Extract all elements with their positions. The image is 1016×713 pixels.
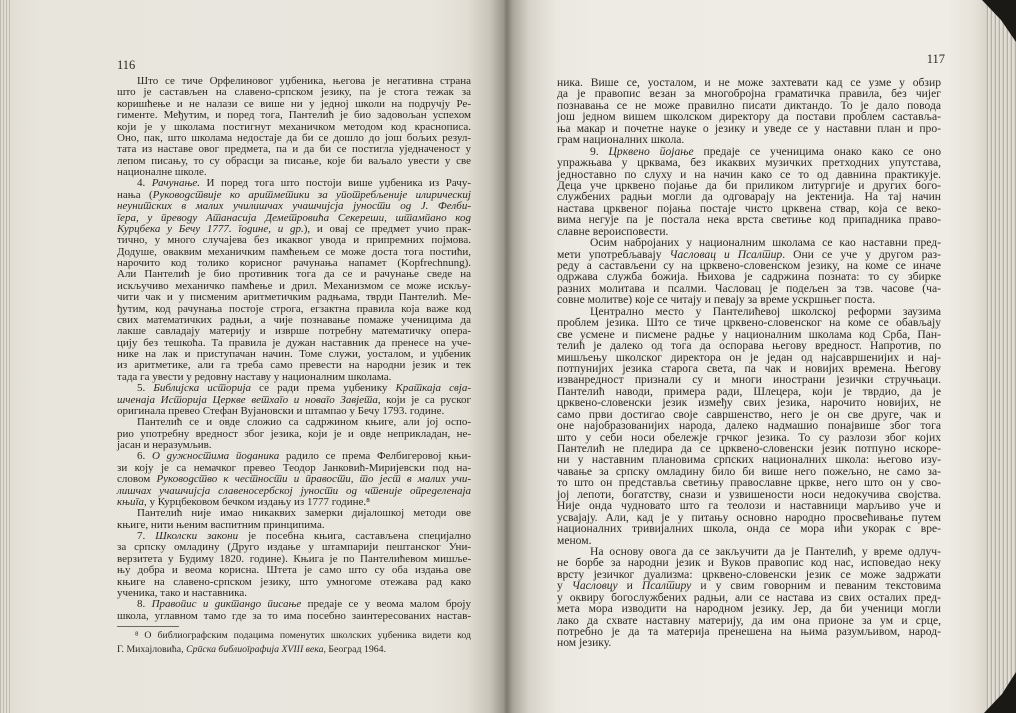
body-text-line: тично, у много случајева без икаквог увода и припремних појмова. (117, 234, 471, 247)
paragraph (117, 531, 471, 599)
italic-text-run: књига (117, 495, 145, 508)
italic-text-run: Часловац и Псалтир (669, 247, 783, 261)
body-text-line: да је правопис везан за многобројна граматичка правила, без чијег (557, 87, 941, 101)
italic-text-run: гера, у преводу Атанасија Деметровића Секереши, штампано код (117, 211, 471, 224)
body-text-line: за српску омладину (Друго издање у штампарији пештанског Уни- (117, 541, 471, 554)
body-text-line: изванредност признали су и многи инострани језички стручњаци. (557, 373, 941, 387)
body-text-line: националне школе. (117, 166, 207, 178)
italic-text-run: неунитских в малих училишчах учашчијсја јуности од Ј. Фелби- (117, 200, 471, 213)
page-number: 117 (926, 52, 945, 66)
text-run: словом (117, 473, 157, 486)
body-text-line: Осим набројаних у националним школама се као наставни пред- (590, 236, 941, 250)
body-text-line: ном језику. (557, 636, 612, 650)
right-page (507, 0, 1016, 713)
body-text-line: потпунијих језика старога света, па чак и новијих времена. Његову (557, 361, 941, 375)
body-text-line (557, 580, 941, 591)
body-text-line: Пантелић није имао никаквих замерки дијалошкој методи ове (137, 507, 471, 520)
text-run: и (617, 579, 642, 593)
footnote (117, 629, 471, 656)
body-text-line: ни у наставним плановима српских националних школа: његово изу- (557, 453, 941, 467)
paragraph (117, 508, 471, 531)
body-text-line: из аритметике, али га треба само превести на народни језик и тек (117, 359, 471, 372)
text-run: 8. (137, 598, 152, 611)
italic-text-run: Руководство к честности и правости, то јест в малих учи- (156, 473, 471, 486)
text-run: , Београд 1964. (323, 643, 387, 655)
italic-text-run: Псалтиру (641, 579, 692, 593)
body-text-line: На основу овога да се закључити да је Пантелић, у време одлуч- (590, 544, 941, 558)
body-text-line: усвајају. Али, кад је у питању основно народно просвећивање путем (557, 510, 941, 524)
italic-text-run: Школски закони (155, 530, 239, 542)
body-text-line: ученика, тако и наставника. (117, 586, 247, 599)
italic-text-run: лишчах учашчијсја славеносербској јуности од чтеније определенаја (117, 484, 471, 497)
body-text-line: јој лепоти, богатству, снази и узвишености носи недокучива својства. (557, 487, 941, 501)
body-text-line: вима негује па је постала нека врста светиње код припадника право- (557, 213, 941, 227)
body-text-line: тада га увести у редовну наставу у националним школама. (117, 370, 392, 383)
body-text-line: нике на лак и приступачан начин. Томе служи, уосталом, и уџбеник (117, 348, 471, 360)
body-text-line: књиге, нити њеним васпитним принципима. (117, 518, 325, 531)
body-text-line: меном. (557, 533, 592, 547)
text-run: , у Курцбековом бечком издању из 1777 године.⁸ (144, 495, 371, 508)
body-text-line: грам националних школа. (557, 133, 685, 147)
body-text-line: школа, углавном тамо где за то има посебно заинтересованих настав- (117, 609, 471, 622)
body-text-line: тата из наставе овог предмета, па и да би се постигла уједначеност у (117, 143, 471, 156)
text-run: , који је са руског (377, 393, 471, 406)
footnote-line: ⁸ О библиографским подацима поменутих школских уџбеника видети код (135, 630, 471, 641)
paragraph (557, 77, 941, 146)
body-text-line: славне вероисповести. (557, 224, 669, 238)
body-text-line: Централно место у Пантелићевој школској реформи заузима (590, 304, 941, 318)
italic-text-run: Часловцу (571, 579, 618, 593)
italic-text-run: Рачунање. (151, 177, 200, 190)
body-text-line: што је састављен на славено-српском језику, па је стога тежак за (117, 86, 471, 99)
text-run: је посебна књига, састављена специјално (238, 530, 472, 542)
body-text-line: Што се тиче Орфелиновог уџбеника, његова је негативна страна (137, 75, 471, 87)
body-text-line: службених радњи могли да одговарају на јектенија. На тај начин (557, 190, 941, 204)
page-number: 116 (117, 58, 136, 72)
body-text-line: Оно, пак, што школама недостаје да би се дошло до још бољих резул- (117, 131, 471, 144)
body-text-line: ђутим, код рачунања постоје строга, егзактна правила која важе код (117, 302, 471, 315)
text-run: . Они се уче у другом раз- (782, 247, 941, 261)
body-text-line: ника. Више се, уосталом, и не може захтевати кад се узме у обзир (557, 76, 941, 89)
text-run: и у свим говорним и певаним текстовима (691, 579, 941, 593)
text-run: 9. (590, 144, 609, 158)
paragraph (117, 178, 471, 383)
body-text-line: ња макар и почетне науке о језику и уведе се у наставни план и про- (557, 121, 941, 135)
body-text-line: Пантелић наводи, примера ради, Шлецера, који је тврдио, да је (557, 384, 941, 398)
body-text-line: верзитета у Будиму 1820. године). Књига је по Пантелићевом мишље- (117, 552, 471, 565)
body-text-line: врсту језичког дуализма: црквено-словенски језик се може задржати (557, 567, 941, 581)
body-text-line: мишљењу школског директора он је један од најсавршенијих и нај- (557, 350, 941, 364)
body-text-line: лако да схвате наставну материју, да им она прионе за ум и срце, (557, 613, 941, 627)
body-text-line: искључиво механичко памћење и дрил. Механизмом се може искљу- (117, 279, 471, 292)
paragraph (557, 237, 941, 306)
body-text-line: још једном вишем школском директору да постави проблем саставља- (557, 110, 941, 124)
paragraph (117, 629, 471, 656)
paragraph (557, 306, 941, 546)
text-run: Г. Михајловића, (117, 643, 187, 655)
body-text-line: одржава служба божија. Њихова је садржина позната: то су збирке (557, 270, 941, 284)
paragraph (117, 599, 471, 622)
body-text-line: настава црквеног појања постаје чисто црквена ствар, која се веко- (557, 201, 941, 215)
text-run: нања ( (117, 188, 153, 201)
paragraph (117, 417, 471, 451)
left-page (0, 0, 507, 713)
body-text-line: рио употребну вредност због језика, који је и овде неприкладан, не- (117, 427, 471, 440)
text-run: предаје се у веома малом броју (301, 598, 471, 611)
body-text-line: упражњава у црквама, без икаквих музичких претходних упутстава, (557, 156, 941, 170)
body-text-line: не борбе за народни језик и Вуков правопис код нас, исповедао неку (557, 556, 941, 570)
paragraph (117, 383, 471, 417)
body-text-line: Додуше, оваквим механичким памћењем се може доста тога постићи, (117, 245, 471, 258)
paragraph (117, 76, 471, 178)
italic-text-run: Правопис и диктандо писање (151, 598, 302, 611)
body-text-line: националних тривијалних школа, онда се мора ићи укорак с вре- (557, 522, 941, 536)
paragraph (557, 146, 941, 238)
left-page-text (117, 76, 471, 622)
body-text-line: проблем језика. Што се тиче црквено-словенског на коме се обављају (557, 316, 941, 330)
italic-text-run: Црквено појање (608, 144, 694, 158)
body-text-line: совне молитве) које се читају и певају за време ускршњег поста. (557, 293, 876, 307)
text-run: 7. (137, 530, 156, 542)
paragraph (117, 451, 471, 508)
text-run: се ради према уџбенику (251, 382, 396, 395)
body-text-line: што у себи носи обележје грчког језика. То су разлози због којих (557, 430, 941, 444)
body-text-line: црквено-словенски језик између свих језика, нарочито новијих, не (557, 396, 941, 410)
body-text-line: Пантелић не пледира да се црквено-словенски језик потпуно искоре- (557, 442, 941, 455)
text-run: 6. (137, 450, 152, 463)
page-edge-right (986, 0, 1016, 713)
body-text-line: зи коју је са немачког превео Теодор Јанковић-Миријевски под на- (117, 461, 471, 474)
text-run: мети употребљавају (557, 247, 670, 261)
body-text-line: само први достигао своје савршенство, него је он све друге, чак и (557, 407, 941, 421)
body-text-line: чити чак и у писменим аритметичким радњама, тврди Пантелић. Ме- (117, 291, 471, 304)
body-text-line: оригинала превео Стефан Вујановски и штампао у Бечу 1793. године. (117, 404, 445, 417)
footnote-line (117, 643, 471, 657)
text-run: у (557, 579, 572, 593)
body-text-line: лакше савладају материју и изврше потребну математичку опера- (117, 325, 471, 338)
italic-text-run: О дужностима поданика (151, 450, 280, 463)
body-text-line: јасан и неразумљив. (117, 439, 212, 451)
body-text-line: то што он представља светињу православне цркве, него што он у сво- (557, 476, 941, 490)
text-run: 5. (137, 382, 154, 395)
body-text-line: једноставно по слуху и на начин како се то од давнина практикује. (557, 167, 941, 181)
italic-text-run: Краткаја свја- (395, 382, 471, 395)
body-text-line: разних молитава и псалми. Часловац је подељен за тзв. часове (ча- (557, 281, 941, 295)
body-text-line: Пантелић се и овде сложио са садржином књиге, али јој оспо- (137, 416, 471, 429)
text-run: И поред тога што постоји више уџбеника из Рачу- (199, 177, 472, 190)
body-text-line: Деца уче црквено појање да би приликом литургије и других бого- (557, 178, 941, 192)
footnote-separator (117, 626, 179, 627)
body-text-line: нарочито код толико корисног рачунања напамет (Kopfrechnung). (117, 257, 471, 269)
body-text-line (117, 599, 471, 610)
body-text-line: Није онда чудновато што га теолози и наставници марљиво уче и (557, 499, 941, 513)
body-text-line: књиге на славено-српском језику, што умногоме отежава рад како (117, 575, 471, 588)
body-text-line: гименте. Међутим, и поред тога, Пантелић је био задовољан успехом (117, 109, 471, 122)
italic-text-run: Библијска историја (153, 382, 252, 395)
text-run: предаје се ученицима онако како се оно (693, 144, 942, 158)
body-text-line: свих математичких радњи, а чије познавање помаже ученицима да (117, 313, 471, 326)
body-text-line: њу добра и веома корисна. Штета је само што су оба издања ове (117, 564, 471, 577)
italic-text-run: Руководствије ко аритметики за употребљеније илирическиј (152, 188, 471, 201)
body-text-line: реду а састављени су на црквено-словенском језику, на коме се иначе (557, 259, 941, 272)
body-text-line: све усмене и писмене радње у националним школама код Срба, Пан- (557, 327, 941, 341)
right-page-text (557, 77, 941, 649)
page-edge-left (0, 0, 12, 713)
text-run: ), и овај се предмет учио прак- (303, 222, 471, 235)
body-text-line: коришћење и не налази се више ни у једној школи на подручју Ре- (117, 97, 471, 110)
italic-text-run: шченаја Историја Церкве ветхаго и новаго Завјета (117, 393, 378, 406)
text-run: радило се према Фелбигеровој књи- (279, 450, 472, 463)
body-text-line: познавања се не може правилно писати диктандо. То је дало повода (557, 98, 941, 112)
body-text-line: цију без тешкоћа. Та правила је дужан наставник да пренесе на уче- (117, 336, 471, 349)
body-text-line: у оквиру богослужбених радњи, али се настава из свих осталих пред- (557, 590, 941, 604)
body-text-line: мета мора изводити на народном језику. Јер, да би ученици могли (557, 602, 941, 616)
italic-text-run: Српска библиографија XVIII века (186, 643, 324, 655)
text-run: 4. (137, 177, 152, 190)
body-text-line: телић је далеко од тога да оспорава његову вредност. Напротив, по (557, 339, 941, 353)
body-text-line: који је у школама постигнут механичком методом код краснописа. (117, 120, 471, 133)
body-text-line: Али Пантелић је био противник тога да се и рачунање сведе на (117, 268, 471, 281)
paragraph (557, 546, 941, 649)
body-text-line: лепом писању, то су обрасци за писање, које би ваљало увести у све (117, 154, 471, 167)
body-text-line: потребно је да та материја пренешена на њима разумљивом, народ- (557, 625, 941, 638)
body-text-line: чавање за српску омладину било би више него пожељно, не само за- (557, 464, 941, 478)
italic-text-run: Курцбека у Бечу 1777. године, и др. (117, 222, 304, 235)
body-text-line: оне најобразованијих народа, далеко надмашио понајвише због тога (557, 419, 941, 433)
